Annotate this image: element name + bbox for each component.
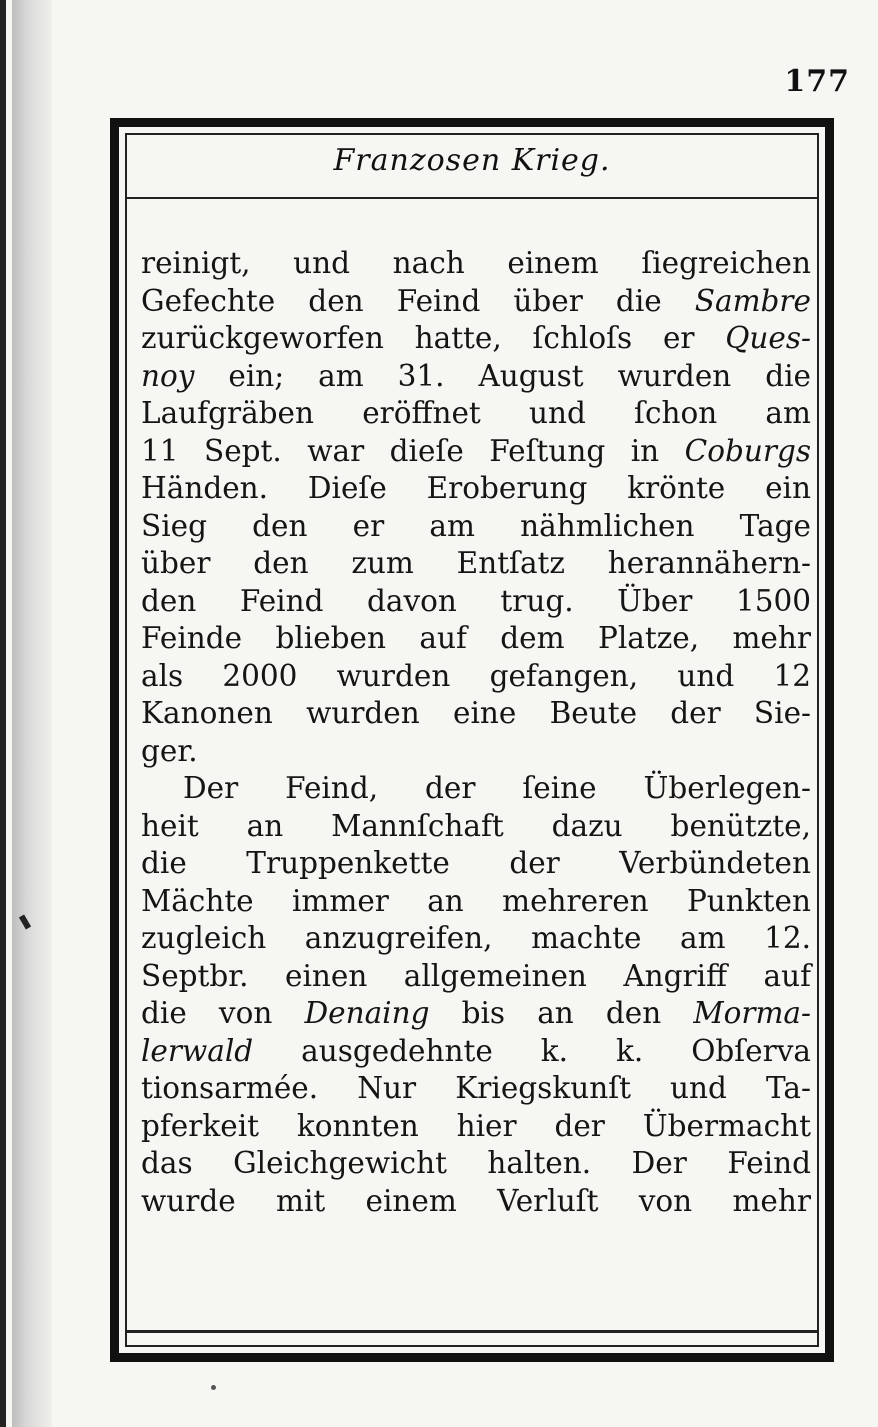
header-rule: [125, 197, 819, 199]
text-segment: Händen. Dieſe Eroberung krönte ein: [141, 471, 811, 505]
text-line: [141, 358, 811, 396]
text-line: [141, 733, 811, 771]
text-line: [141, 1033, 811, 1071]
text-segment: Sieg den er am nähmlichen Tage: [141, 508, 811, 543]
running-header: Franzosen Krieg.: [333, 143, 611, 178]
italic-place-name: noy: [141, 358, 195, 393]
text-segment: den Feind davon trug. Über 1500: [141, 583, 811, 618]
italic-place-name: Coburgs: [684, 433, 811, 468]
text-segment: heit an Mannſchaft dazu benützte,: [141, 808, 811, 843]
italic-place-name: Denaing: [304, 996, 430, 1030]
text-segment: Der Feind, der ſeine Überlegen-: [183, 771, 811, 805]
text-segment: als 2000 wurden gefangen, und 12: [141, 658, 811, 693]
text-line: [141, 245, 811, 283]
text-segment: wurde mit einem Verluſt von mehr: [141, 1183, 811, 1218]
italic-place-name: lerwald: [141, 1033, 254, 1068]
text-segment: pferkeit konnten hier der Übermacht: [141, 1108, 811, 1143]
text-line: [141, 883, 811, 921]
text-segment: Laufgräben eröffnet und ſchon am: [141, 396, 811, 430]
text-line: [141, 1070, 811, 1108]
text-segment: Feinde blieben auf dem Platze, mehr: [141, 621, 811, 655]
text-segment: ein; am 31. August wurden die: [194, 358, 811, 393]
text-line: [141, 433, 811, 471]
text-segment: ger.: [141, 733, 198, 768]
italic-place-name: Sambre: [694, 283, 811, 318]
text-segment: Gefechte den Feind über die: [141, 283, 695, 318]
text-line: [141, 920, 811, 958]
text-segment: zugleich anzugreifen, machte am 12.: [141, 921, 811, 955]
text-segment: bis an den: [429, 996, 694, 1030]
text-frame: [110, 118, 834, 1362]
body-text: [141, 245, 811, 1220]
text-line: [141, 958, 811, 996]
text-segment: reinigt, und nach einem ſiegreichen: [141, 246, 811, 280]
italic-place-name: Morma-: [693, 996, 811, 1030]
text-line: [141, 320, 811, 358]
ink-speck: [211, 1385, 216, 1390]
text-line: [141, 508, 811, 546]
text-segment: das Gleichgewicht halten. Der Feind: [141, 1146, 811, 1180]
text-segment: Kanonen wurden eine Beute der Sie-: [141, 696, 811, 730]
text-line: [141, 1183, 811, 1221]
text-segment: zurückgeworfen hatte, ſchloſs er: [141, 321, 726, 355]
text-line: [141, 995, 811, 1033]
footer-rule: [125, 1330, 819, 1333]
text-segment: tionsarmée. Nur Kriegskunſt und Ta-: [141, 1071, 811, 1105]
text-line: [141, 395, 811, 433]
page-gutter-shadow: [12, 0, 52, 1427]
text-line: [141, 1108, 811, 1146]
text-line: [141, 283, 811, 321]
text-line: [141, 845, 811, 883]
text-segment: Septbr. einen allgemeinen Angriff auf: [141, 958, 811, 993]
text-line: [141, 1145, 811, 1183]
text-line: [141, 770, 811, 808]
text-line: [141, 583, 811, 621]
text-line: [141, 658, 811, 696]
italic-place-name: Ques-: [725, 321, 811, 355]
text-line: [141, 695, 811, 733]
text-segment: 11 Sept. war dieſe Feſtung in: [141, 433, 685, 468]
text-line: [141, 808, 811, 846]
text-segment: die von: [141, 996, 305, 1030]
text-line: [141, 620, 811, 658]
text-segment: ausgedehnte k. k. Obſerva: [253, 1033, 811, 1068]
text-segment: Mächte immer an mehreren Punkten: [141, 883, 811, 918]
text-line: [141, 545, 811, 583]
text-segment: über den zum Entſatz herannähern-: [141, 546, 811, 580]
page-number: 177: [784, 64, 850, 99]
text-line: [141, 470, 811, 508]
text-segment: die Truppenkette der Verbündeten: [141, 846, 811, 880]
